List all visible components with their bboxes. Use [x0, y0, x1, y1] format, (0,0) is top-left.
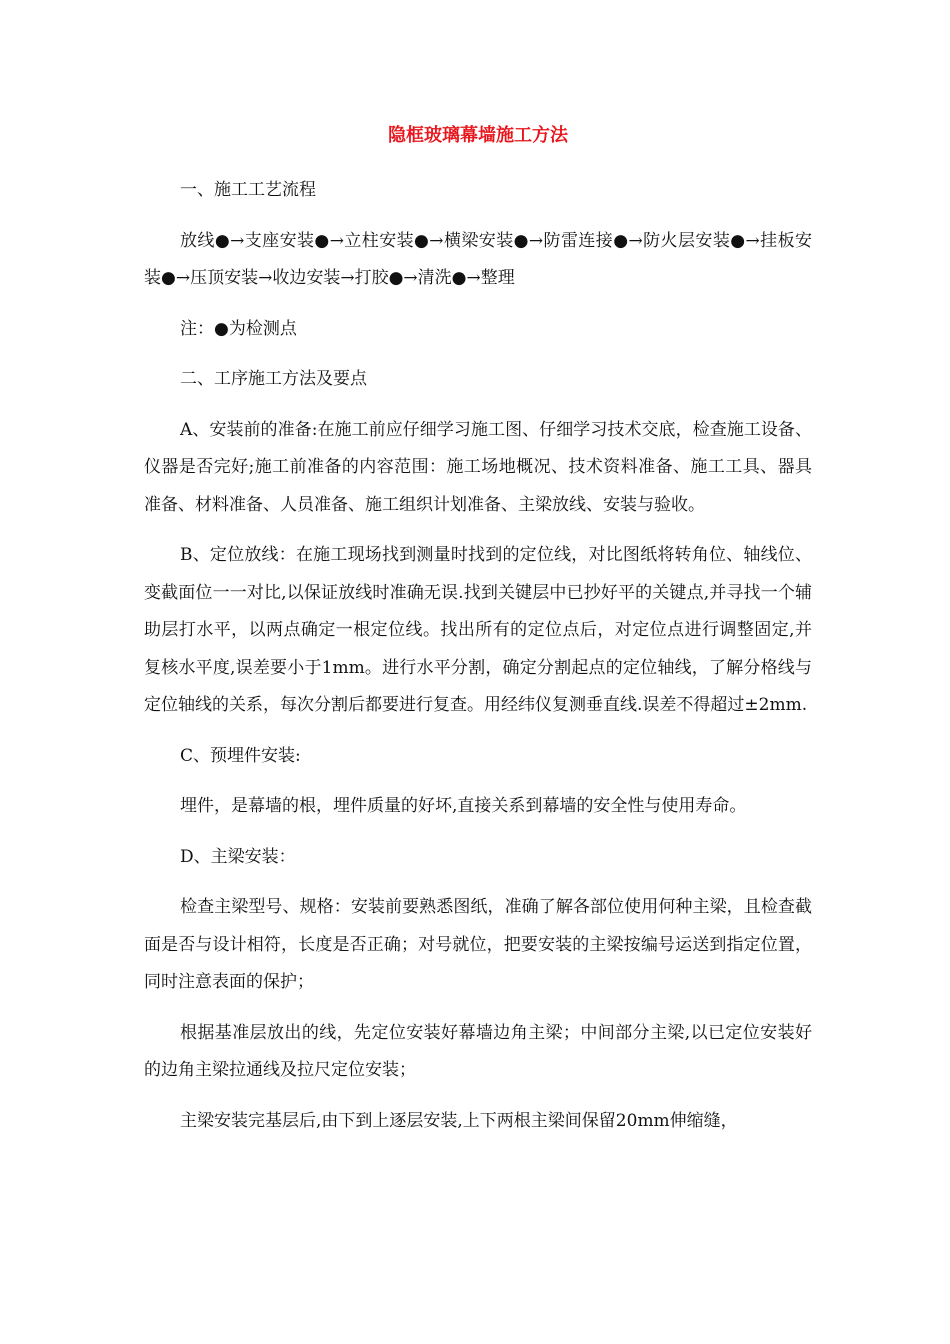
paragraph-embedded-parts: 埋件，是幕墙的根，埋件质量的好坏,直接关系到幕墙的安全性与使用寿命。 — [180, 796, 747, 816]
paragraph-positioning: B、定位放线：在施工现场找到测量时找到的定位线，对比图纸将转角位、轴线位、变截面位一一对比,以保证放线时准确无误.找到关键层中已抄好平的关键点,并寻找一个辅助层打水平，以两点确定一根定位线。找出所有的定位点后，对定位点进行调整固定,并复核水平度,误差要小于1mm。进行水平分割，确定分割起点的定位轴线，了解分格线与定位轴线的关系，每次分割后都要进行复查。用经纬仪复测垂直线.误差不得超过±2mm. — [144, 545, 812, 715]
process-flow-steps: 放线●→支座安装●→立柱安装●→横梁安装●→防雷连接●→防火层安装●→挂板安装●→压顶安装→收边安装→打胶●→清洗●→整理 — [144, 230, 812, 288]
section-heading-process-flow: 一、施工工艺流程 — [180, 180, 316, 200]
paragraph-main-beam-check: 检查主梁型号、规格：安装前要熟悉图纸，准确了解各部位使用何种主梁，且检查截面是否与设计相符，长度是否正确；对号就位，把要安装的主梁按编号运送到指定位置，同时注意表面的保护； — [144, 897, 812, 992]
subheading-main-beam: D、主梁安装： — [180, 846, 296, 867]
document-title: 隐框玻璃幕墙施工方法 — [388, 125, 568, 146]
subheading-embedded-parts: C、预埋件安装: — [180, 745, 301, 766]
paragraph-preparation: A、安装前的准备:在施工前应仔细学习施工图、仔细学习技术交底，检查施工设备、仪器是否完好;施工前准备的内容范围：施工场地概况、技术资料准备、施工工具、器具准备、材料准备、人员准备、施工组织计划准备、主梁放线、安装与验收。 — [144, 419, 812, 515]
section-heading-methods: 二、工序施工方法及要点 — [180, 369, 367, 389]
process-flow-note: 注：●为检测点 — [180, 318, 297, 339]
paragraph-main-beam-install: 主梁安装完基层后,由下到上逐层安装,上下两根主梁间保留20mm伸缩缝， — [180, 1110, 738, 1131]
paragraph-main-beam-position: 根据基准层放出的线，先定位安装好幕墙边角主梁；中间部分主梁,以已定位安装好的边角主梁拉通线及拉尺定位安装； — [144, 1022, 812, 1080]
document-body — [144, 122, 812, 1153]
